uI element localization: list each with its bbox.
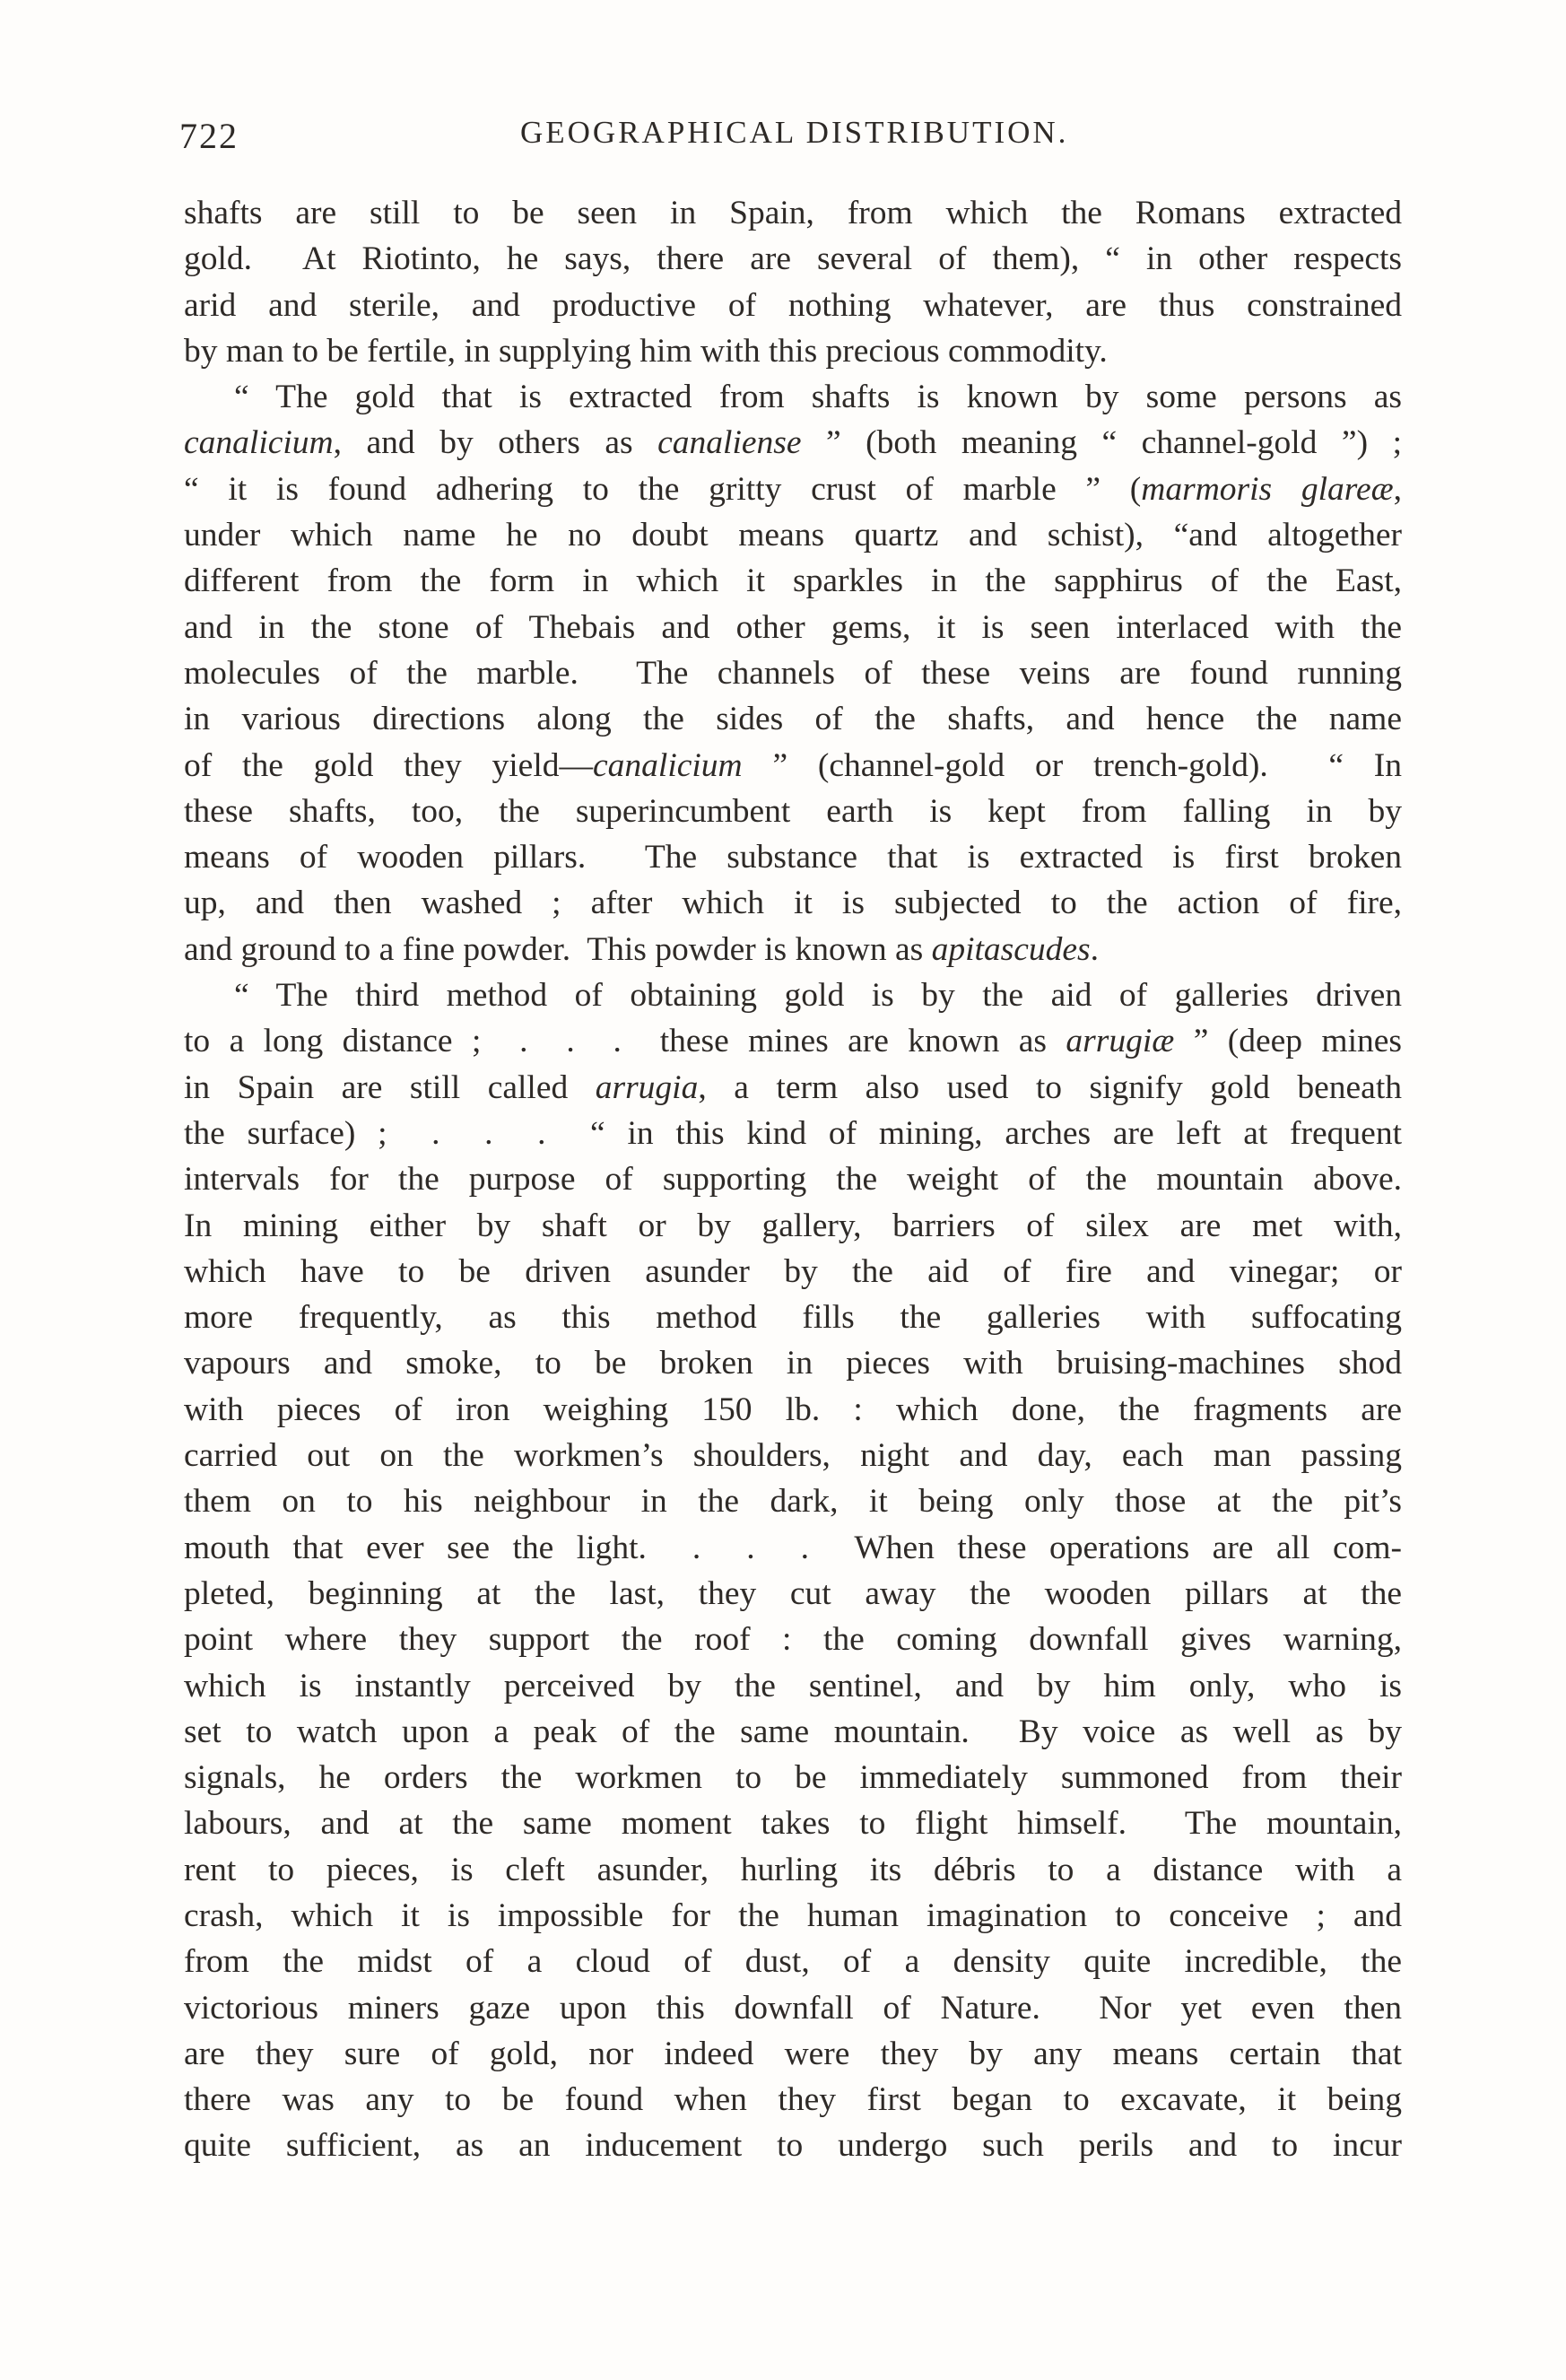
text-line: in Spain are still called arrugia, a term also used to signify gold beneath <box>184 1068 1402 1106</box>
text-line: labours, and at the same moment takes to flight himself. The mountain, <box>184 1805 1402 1843</box>
text-line: rent to pieces, is cleft asunder, hurling its débris to a distance with a <box>184 1851 1402 1888</box>
text-line: by man to be fertile, in supplying him with this precious commodity. <box>184 332 1108 370</box>
page-header <box>179 115 1404 169</box>
body-text <box>184 190 1402 2169</box>
text-line: and in the stone of Thebais and other gems, it is seen interlaced with the <box>184 608 1402 646</box>
text-line: canalicium, and by others as canaliense ” (both meaning “ channel-gold ”) ; <box>184 424 1402 462</box>
text-line: and ground to a fine powder. This powder is known as apitascudes. <box>184 930 1100 968</box>
text-line: them on to his neighbour in the dark, it being only those at the pit’s <box>184 1483 1402 1521</box>
text-line: intervals for the purpose of supporting the weight of the mountain above. <box>184 1161 1402 1199</box>
text-line: point where they support the roof : the coming downfall gives warning, <box>184 1621 1402 1659</box>
text-line: In mining either by shaft or by gallery, barriers of silex are met with, <box>184 1207 1402 1244</box>
text-line: victorious miners gaze upon this downfall of Nature. Nor yet even then <box>184 1989 1402 2027</box>
text-line: crash, which it is impossible for the human imagination to conceive ; and <box>184 1896 1402 1934</box>
text-line: “ The third method of obtaining gold is by the aid of galleries driven <box>234 977 1402 1015</box>
text-line: set to watch upon a peak of the same mountain. By voice as well as by <box>184 1713 1402 1750</box>
text-line: which have to be driven asunder by the aid of fire and vinegar; or <box>184 1252 1402 1290</box>
text-line: there was any to be found when they first began to excavate, it being <box>184 2081 1402 2119</box>
text-line: quite sufficient, as an inducement to undergo such perils and to incur <box>184 2127 1402 2165</box>
text-line: these shafts, too, the superincumbent earth is kept from falling in by <box>184 792 1402 830</box>
running-head: GEOGRAPHICAL DISTRIBUTION. <box>520 115 1069 150</box>
text-line: in various directions along the sides of the shafts, and hence the name <box>184 701 1402 738</box>
text-line: arid and sterile, and productive of nothing whatever, are thus constrained <box>184 286 1402 324</box>
text-line: to a long distance ; . . . these mines are known as arrugiæ ” (deep mines <box>184 1023 1402 1060</box>
text-line: up, and then washed ; after which it is subjected to the action of fire, <box>184 885 1402 922</box>
text-line: the surface) ; . . . “ in this kind of mining, arches are left at frequent <box>184 1114 1402 1152</box>
text-line: vapours and smoke, to be broken in pieces with bruising-machines shod <box>184 1345 1402 1382</box>
text-line: mouth that ever see the light. . . . When these operations are all com- <box>184 1529 1402 1566</box>
text-line: are they sure of gold, nor indeed were they by any means certain that <box>184 2035 1402 2072</box>
text-line: under which name he no doubt means quartz and schist), “and altogether <box>184 517 1402 554</box>
text-line: different from the form in which it sparkles in the sapphirus of the East, <box>184 562 1402 600</box>
text-line: pleted, beginning at the last, they cut away the wooden pillars at the <box>184 1574 1402 1612</box>
text-line: molecules of the marble. The channels of these veins are found running <box>184 654 1402 692</box>
text-line: which is instantly perceived by the sentinel, and by him only, who is <box>184 1667 1402 1704</box>
text-line: carried out on the workmen’s shoulders, night and day, each man passing <box>184 1437 1402 1475</box>
page-number: 722 <box>179 116 239 156</box>
text-line: more frequently, as this method fills the galleries with suffocating <box>184 1299 1402 1337</box>
text-line: means of wooden pillars. The substance that is extracted is first broken <box>184 839 1402 876</box>
text-line: shafts are still to be seen in Spain, from which the Romans extracted <box>184 195 1402 231</box>
text-line: gold. At Riotinto, he says, there are several of them), “ in other respects <box>184 240 1402 278</box>
text-line: signals, he orders the workmen to be immediately summoned from their <box>184 1759 1402 1797</box>
text-line: from the midst of a cloud of dust, of a density quite incredible, the <box>184 1943 1402 1981</box>
text-line: of the gold they yield—canalicium ” (channel-gold or trench-gold). “ In <box>184 746 1402 784</box>
text-line: “ The gold that is extracted from shafts is known by some persons as <box>234 379 1402 416</box>
text-line: with pieces of iron weighing 150 lb. : which done, the fragments are <box>184 1391 1402 1428</box>
text-line: “ it is found adhering to the gritty crust of marble ” (marmoris glareæ, <box>184 470 1402 508</box>
